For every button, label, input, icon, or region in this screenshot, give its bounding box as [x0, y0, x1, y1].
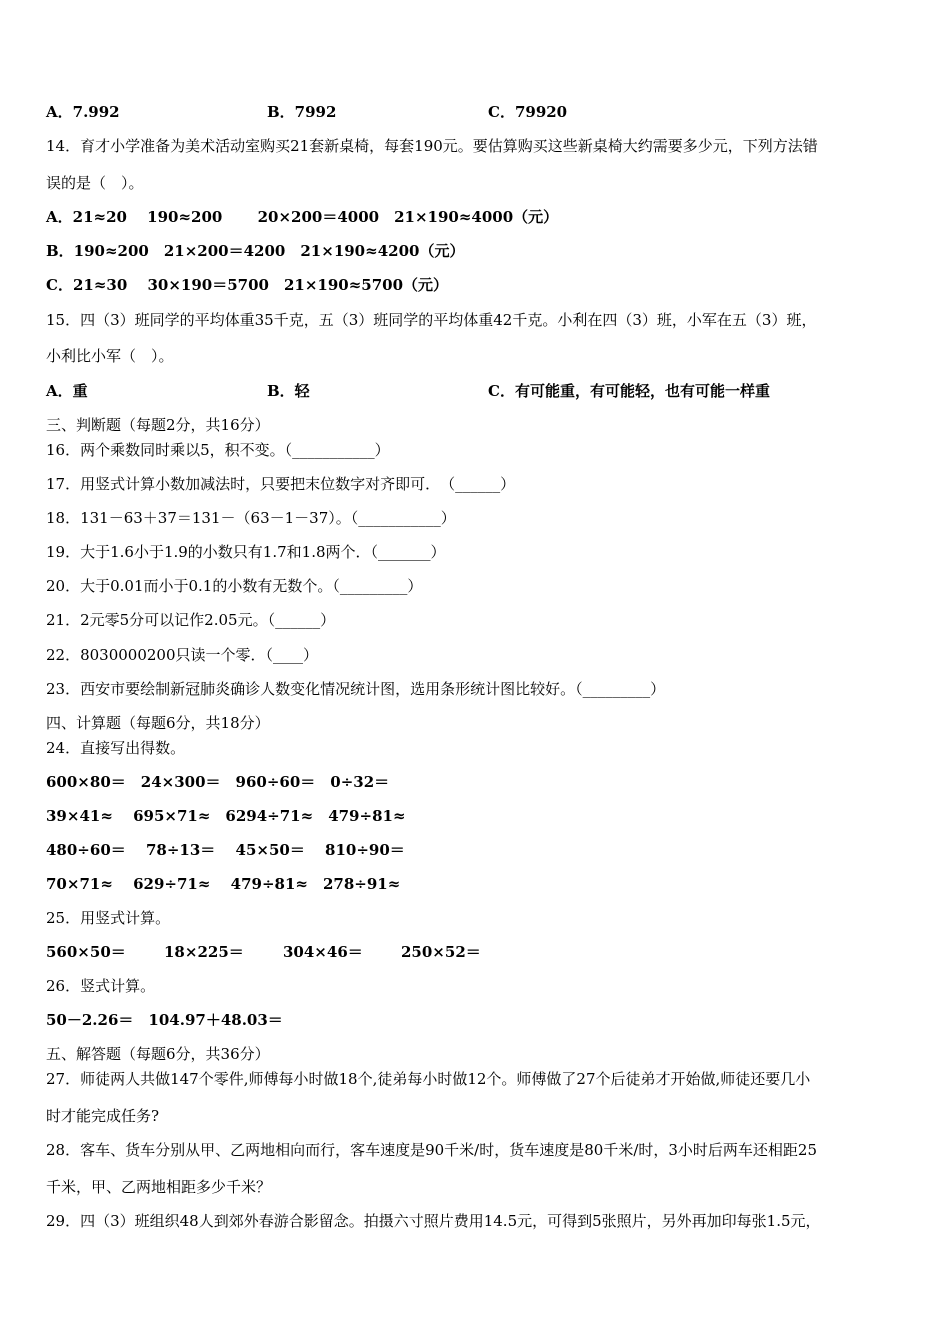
q25-item-1: 560×50＝	[46, 943, 126, 961]
q27-text-line2: 时才能完成任务?	[46, 1107, 160, 1125]
q25-item-3: 304×46＝	[283, 943, 363, 961]
section-5-heading: 五、解答题（每题6分，共36分）	[46, 1045, 270, 1063]
q24-row-3: 480÷60＝ 78÷13＝ 45×50＝ 810÷90＝	[46, 841, 405, 859]
judgment-item-21: 21．2元零5分可以记作2.05元。（______）	[46, 611, 336, 629]
q14-option-c: C．21≈30 30×190＝5700 21×190≈5700（元）	[46, 276, 449, 294]
section-4-heading: 四、计算题（每题6分，共18分）	[46, 714, 270, 732]
q14-text-line2: 误的是（ ）。	[46, 174, 144, 192]
q24-row-1: 600×80＝ 24×300＝ 960÷60＝ 0÷32＝	[46, 773, 390, 791]
judgment-item-19: 19．大于1.6小于1.9的小数只有1.7和1.8两个．（_______）	[46, 543, 446, 561]
q15-text-line1: 15．四（3）班同学的平均体重35千克，五（3）班同学的平均体重42千克。小利在四（3）班，小军在五（3）班，	[46, 311, 817, 329]
q15-option-b: B．轻	[267, 382, 310, 400]
q13-option-a: A．7.992	[46, 103, 120, 121]
q14-option-b: B．190≈200 21×200＝4200 21×190≈4200（元）	[46, 242, 465, 260]
q13-option-b: B．7992	[267, 103, 337, 121]
q15-option-c: C．有可能重，有可能轻，也有可能一样重	[488, 382, 770, 400]
judgment-item-22: 22．8030000200只读一个零．（____）	[46, 646, 319, 664]
q24-row-4: 70×71≈ 629÷71≈ 479÷81≈ 278÷91≈	[46, 875, 401, 893]
q25-item-2: 18×225＝	[164, 943, 244, 961]
judgment-item-20: 20．大于0.01而小于0.1的小数有无数个。（_________）	[46, 577, 423, 595]
section-3-heading: 三、判断题（每题2分，共16分）	[46, 416, 270, 434]
q29-text-line1: 29．四（3）班组织48人到郊外春游合影留念。拍摄六寸照片费用14.5元，可得到5张照片，另外再加印每张1.5元，	[46, 1212, 821, 1230]
judgment-item-23: 23．西安市要绘制新冠肺炎确诊人数变化情况统计图，选用条形统计图比较好。（_________）	[46, 680, 666, 698]
judgment-item-17: 17．用竖式计算小数加减法时，只要把末位数字对齐即可． （______）	[46, 475, 516, 493]
q15-text-line2: 小利比小军（ ）。	[46, 347, 174, 365]
q27-text-line1: 27．师徒两人共做147个零件,师傅每小时做18个,徒弟每小时做12个。师傅做了27个后徒弟才开始做,师徒还要几小	[46, 1070, 811, 1088]
q14-option-a: A．21≈20 190≈200 20×200＝4000 21×190≈4000（元）	[46, 208, 559, 226]
q25-item-4: 250×52＝	[401, 943, 481, 961]
judgment-item-18: 18．131－63＋37＝131－（63－1－37）。（___________）	[46, 509, 456, 527]
q13-option-c: C．79920	[488, 103, 568, 121]
q25-title: 25．用竖式计算。	[46, 909, 171, 927]
q26-row: 50－2.26＝ 104.97＋48.03＝	[46, 1011, 283, 1029]
q24-row-2: 39×41≈ 695×71≈ 6294÷71≈ 479÷81≈	[46, 807, 406, 825]
q28-text-line2: 千米，甲、乙两地相距多少千米？	[46, 1178, 272, 1196]
q28-text-line1: 28．客车、货车分别从甲、乙两地相向而行，客车速度是90千米/时，货车速度是80千米/时，3小时后两车还相距25	[46, 1141, 818, 1159]
q26-title: 26．竖式计算。	[46, 977, 156, 995]
judgment-item-16: 16．两个乘数同时乘以5，积不变。（___________）	[46, 441, 390, 459]
q14-text-line1: 14．育才小学准备为美术活动室购买21套新桌椅，每套190元。要估算购买这些新桌椅大约需要多少元，下列方法错	[46, 137, 818, 155]
q15-option-a: A．重	[46, 382, 88, 400]
q24-title: 24．直接写出得数。	[46, 739, 186, 757]
